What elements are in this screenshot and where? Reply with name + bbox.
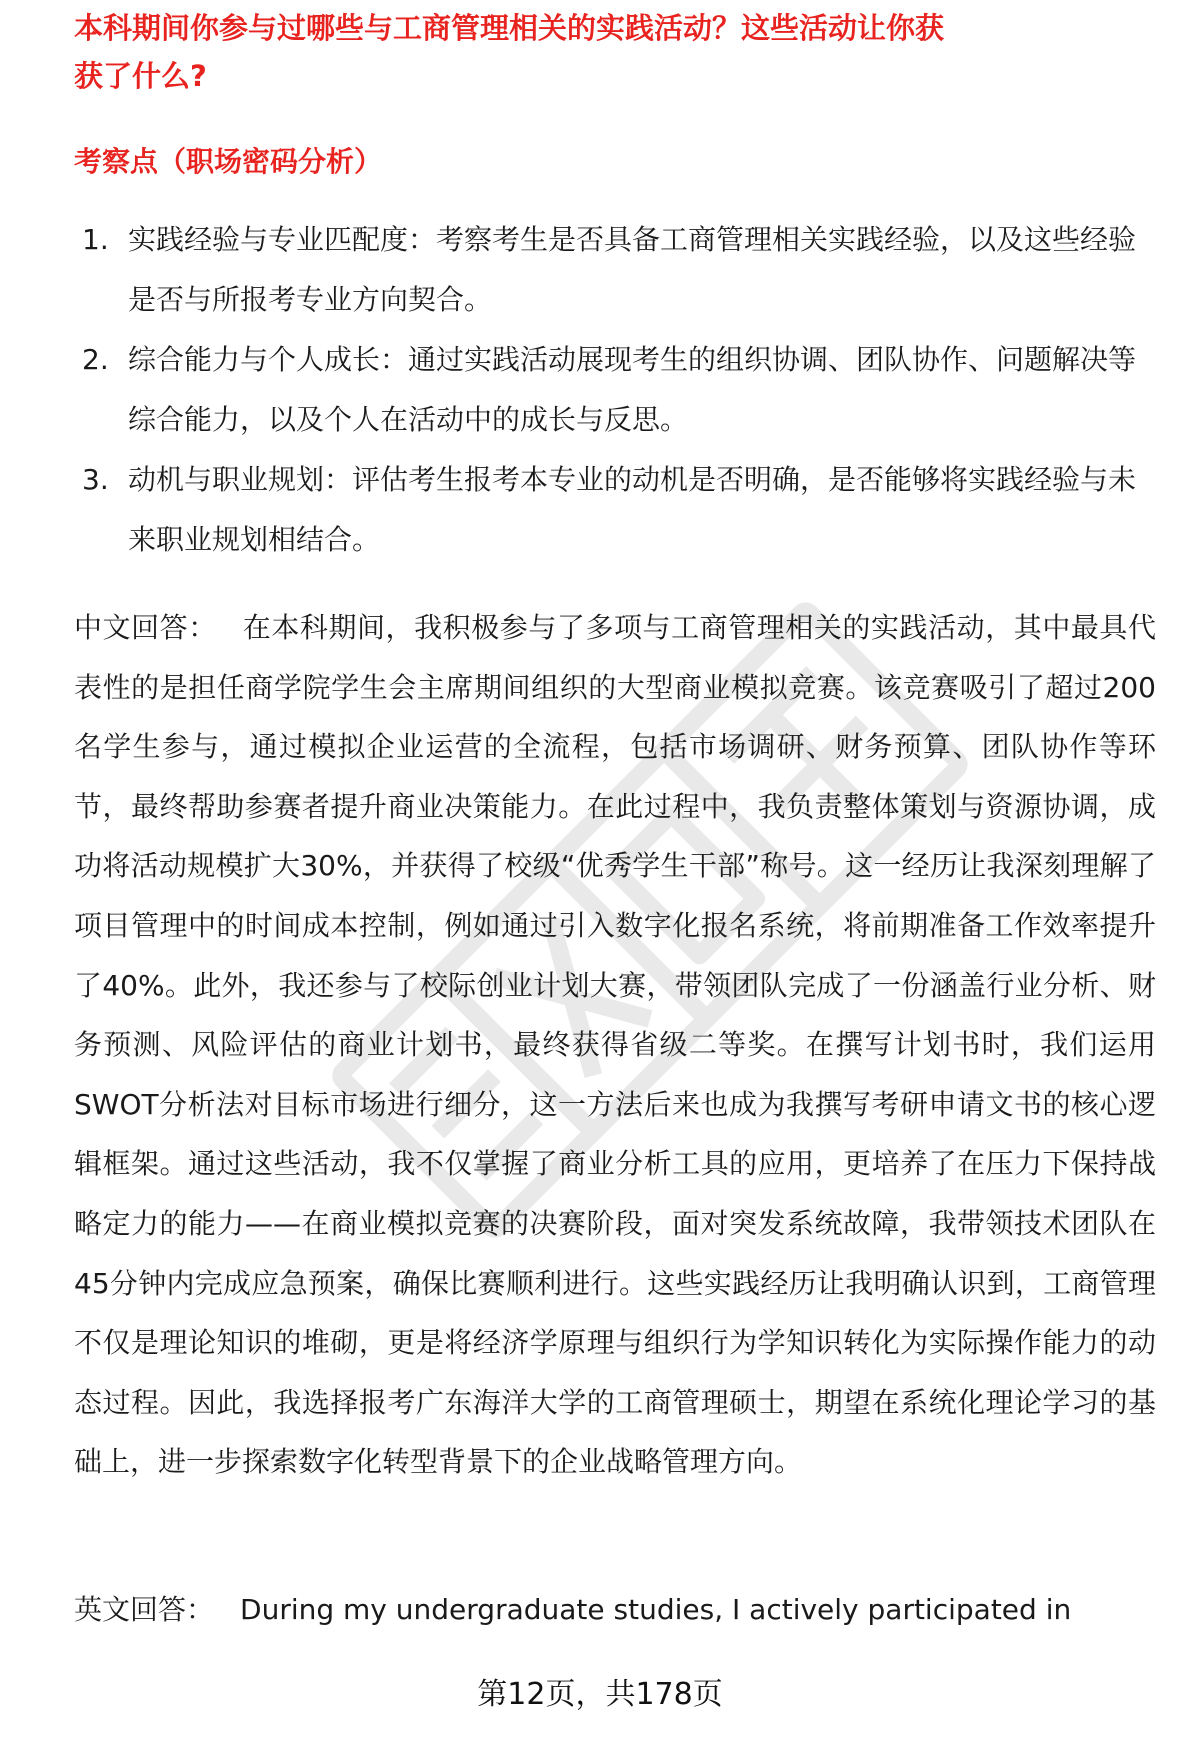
list-item-text: 综合能力与个人成长：通过实践活动展现考生的组织协调、团队协作、问题解决等综合能力，以及个人在活动中的成长与反思。 [128, 343, 1137, 436]
list-item [82, 330, 1152, 450]
english-answer-label: 英文回答： [74, 1593, 215, 1626]
section-heading: 考察点（职场密码分析） [74, 145, 383, 178]
list-item [82, 210, 1152, 330]
page-number-footer: 第12页，共178页 [477, 1677, 723, 1712]
assessment-points-list [82, 210, 1152, 570]
list-item [82, 450, 1152, 570]
list-item-text: 动机与职业规划：评估考生报考本专业的动机是否明确，是否能够将实践经验与未来职业规划相结合。 [128, 463, 1137, 556]
question-line-partial: 本科期间你参与过哪些与工商管理相关的实践活动？这些活动让你获 [74, 11, 945, 45]
english-answer-text: During my undergraduate studies, I actively participated in [240, 1593, 1072, 1626]
list-item-text: 实践经验与专业匹配度：考察考生是否具备工商管理相关实践经验，以及这些经验是否与所报考专业方向契合。 [128, 223, 1137, 316]
chinese-answer-text: 在本科期间，我积极参与了多项与工商管理相关的实践活动，其中最具代表性的是担任商学院学生会主席期间组织的大型商业模拟竞赛。该竞赛吸引了超过200名学生参与，通过模拟企业运营的全流程，包括市场调研、财务预算、团队协作等环节，最终帮助参赛者提升商业决策能力。在此过程中，我负责整体策划与资源协调，成功将活动规模扩大30%，并获得了校级“优秀学生干部”称号。这一经历让我深刻理解了项目管理中的时间成本控制，例如通过引入数字化报名系统，将前期准备工作效率提升了40%。此外，我还参与了校际创业计划大赛，带领团队完成了一份涵盖行业分析、财务预测、风险评估的商业计划书，最终获得省级二等奖。在撰写计划书时，我们运用SWOT分析法对目标市场进行细分，这一方法后来也成为我撰写考研申请文书的核心逻辑框架。通过这些活动，我不仅掌握了商业分析工具的应用，更培养了在压力下保持战略定力的能力——在商业模拟竞赛的决赛阶段，面对突发系统故障，我带领技术团队在45分钟内完成应急预案，确保比赛顺利进行。这些实践经历让我明确认识到，工商管理不仅是理论知识的堆砌，更是将经济学原理与组织行为学知识转化为实际操作能力的动态过程。因此，我选择报考广东海洋大学的工商管理硕士，期望在系统化理论学习的基础上，进一步探索数字化转型背景下的企业战略管理方向。 [74, 611, 1156, 1479]
list-item-number: 2. [82, 343, 109, 376]
question-title [74, 11, 1144, 118]
chinese-answer-label: 中文回答： [74, 611, 217, 644]
english-answer-paragraph [74, 1580, 1156, 1640]
list-item-number: 1. [82, 223, 109, 256]
question-line-last: 获了什么? [74, 59, 207, 93]
chinese-answer-paragraph [74, 598, 1156, 1492]
list-item-number: 3. [82, 463, 109, 496]
